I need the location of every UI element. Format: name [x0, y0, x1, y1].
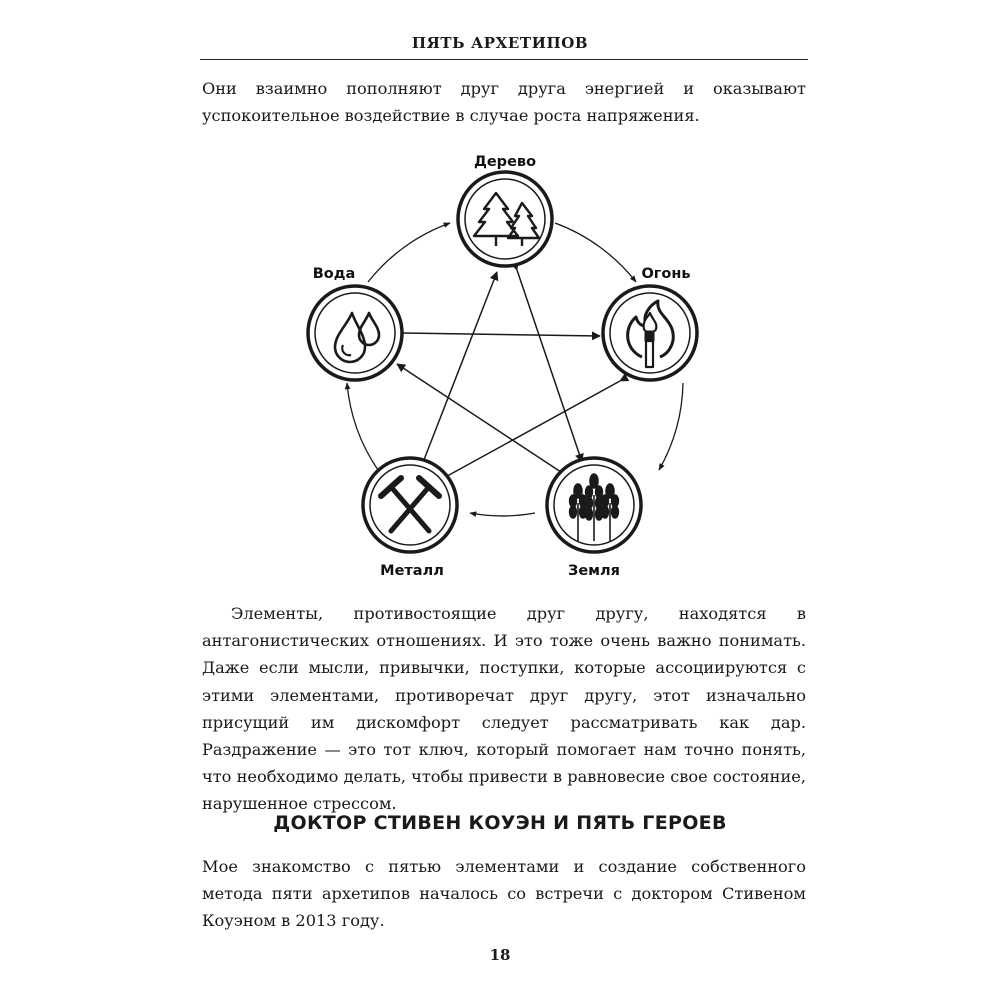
element-label-water: Вода	[312, 266, 356, 282]
cycle-arrow-earth-metal	[470, 513, 535, 516]
body-paragraph: Элементы, противостоящие друг другу, находятся в антагонистических отношениях. И это тоже очень важно понимать. Даже если мысли, привычки, поступки, которые ассоциируются с этими элементами, противоречат друг другу, этот изначально присущий им дискомфорт следует рассматривать как дар. Раздражение — это тот ключ, который помогает нам точно понять, что необходимо делать, чтобы привести в равновесие свое состояние, нарушенное стрессом.	[202, 604, 806, 814]
section-paragraph: Мое знакомство с пятью элементами и создание собственного метода пяти архетипов началось со встречи с доктором Стивеном Коуэном в 2013 году.	[202, 857, 806, 931]
cycle-arrow-water-wood	[368, 223, 450, 282]
cycle-arrow-metal-water	[347, 383, 378, 470]
cycle-arrow-fire-earth	[659, 383, 683, 470]
star-line-water-fire	[403, 333, 600, 336]
element-label-earth: Земля	[568, 563, 620, 579]
running-title: ПЯТЬ АРХЕТИПОВ	[411, 34, 589, 52]
cycle-arrow-wood-fire	[555, 223, 636, 282]
element-label-metal: Металл	[380, 563, 444, 579]
element-label-fire: Огонь	[641, 266, 691, 282]
intro-paragraph: Они взаимно пополняют друг друга энергией и оказывают успокоительное воздействие в случае роста напряжения.	[202, 79, 806, 126]
star-line-wood-earth	[517, 270, 582, 462]
star-line-metal-wood	[420, 272, 497, 470]
section-heading: ДОКТОР СТИВЕН КОУЭН И ПЯТЬ ГЕРОЕВ	[273, 812, 727, 834]
element-label-wood: Дерево	[473, 154, 537, 170]
page-number: 18	[489, 946, 511, 964]
